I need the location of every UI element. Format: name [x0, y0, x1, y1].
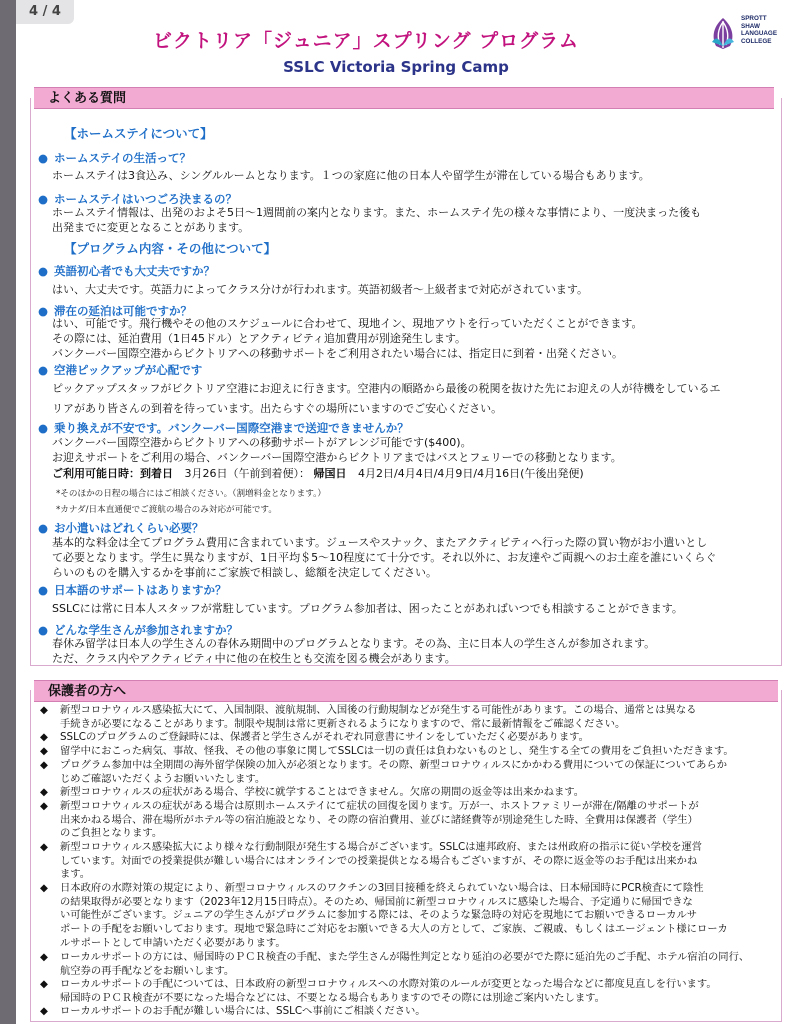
diamond-bullet-icon: ◆: [40, 841, 48, 853]
answer: ホームステイ情報は、出発のおよそ5日〜1週間前の案内となります。また、ホームステイ先の様々な事情により、一度決まった後も 出発までに変更となることがあります。: [52, 206, 702, 234]
logo-text: SPROTT SHAW LANGUAGE COLLEGE: [741, 15, 778, 45]
answer: SSLCには常に日本人スタッフが常駐しています。プログラム参加者は、困ったことがあればいつでも相談することができます。: [52, 602, 683, 615]
diamond-bullet-icon: ◆: [40, 800, 48, 812]
answer: はい、大丈夫です。英語力によってクラス分けが行われます。英語初級者〜上級者まで対応がされています。: [52, 283, 589, 296]
diamond-bullet-icon: ◆: [40, 759, 48, 771]
answer: ホームステイは3食込み、シングルルームとなります。１つの家庭に他の日本人や留学生が滞在している場合もあります。: [52, 169, 650, 182]
college-logo: [708, 14, 808, 52]
bullet-icon: ●: [38, 151, 49, 165]
diamond-bullet-icon: ◆: [40, 745, 48, 757]
question: ● 乗り換えが不安です。バンクーバー国際空港まで送迎できませんか？: [38, 421, 409, 435]
question: ● どんな学生さんが参加されますか？: [38, 623, 238, 637]
answer: バンクーバー国際空港からビクトリアへの移動サポートがアレンジ可能です($400)。 お迎えサポートをご利用の場合、バンクーバー国際空港からビクトリアまではバスとフェリーでの移動となります。: [52, 436, 622, 464]
leaf-logo-icon: [708, 16, 738, 50]
diamond-bullet-icon: ◆: [40, 978, 48, 990]
note: *そのほかの日程の場合にはご相談ください。（割増料金となります。）: [56, 489, 327, 499]
availability-line: ご利用可能日時：到着日 3月26日（午前到着便）： 帰国日 4月2日/4月4日/4月9日/4月16日(午後出発便): [52, 467, 584, 480]
faq-heading: よくある質問: [34, 87, 774, 109]
answer: ピックアップスタッフがビクトリア空港にお迎えに行きます。空港内の順路から最後の税関を抜けた先にお迎えの人が待機をしているエ リアがあり皆さんの到着を待っています。出たらすぐの場所にいますのでご安心ください。: [52, 382, 721, 415]
bullet-icon: ●: [38, 264, 49, 278]
answer: 基本的な料金は全てプログラム費用に含まれています。ジュースやスナック、またアクティビティへ行った際の買い物がお小遣いとし て必要となります。学生に異なりますが、1日平均＄5〜10程度にて十分です。それ以外に、お友達やご両親へのお土産を誰にいくらぐ らいのものを購入するかを事前にご家族で相談し、総額を決定してください。: [52, 536, 717, 579]
category-homestay: 【ホームステイについて】: [64, 126, 213, 141]
question: ● 日本語のサポートはありますか？: [38, 583, 227, 597]
bullet-icon: ●: [38, 304, 49, 318]
page-indicator: 4 / 4: [16, 0, 74, 24]
diamond-bullet-icon: ◆: [40, 704, 48, 716]
answer: 春休み留学は日本人の学生さんの春休み期間中のプログラムとなります。その為、主に日本人の学生さんが参加されます。 ただ、クラス内やアクティビティ中に他の在校生とも交流を図る機会があります。: [52, 637, 656, 665]
diamond-bullet-icon: ◆: [40, 882, 48, 894]
page-title: ビクトリア「ジュニア」スプリング プログラム: [153, 30, 579, 52]
diamond-bullet-icon: ◆: [40, 951, 48, 963]
note: *カナダ/日本直通便でご渡航の場合のみ対応が可能です。: [56, 505, 277, 515]
question: ● ホームステイはいつごろ決まるの？: [38, 192, 237, 206]
bullet-icon: ●: [38, 363, 49, 377]
diamond-bullet-icon: ◆: [40, 731, 48, 743]
diamond-bullet-icon: ◆: [40, 786, 48, 798]
bullet-icon: ●: [38, 192, 49, 206]
bullet-icon: ●: [38, 521, 49, 535]
document-page: 4 / 4 ビクトリア「ジュニア」スプリング プログラム SSLC Victoria Spring Camp SPROTT SHAW LANGUAGE COLLEGE よくある質問 【ホームステイについて】 ● ホームステイの生活って？ ホームステイは3食込み、シングルルームとなります。１つの家庭に他の日本人や留学生が滞在している場合もあります。 ● ホームステイはいつごろ決まるの？ ホームステイ情報は、出発のおよそ5日〜1週間前の案内となります。また、ホームステイ先の様々な事情により、一度決まった後も 出発までに変更となることがあります。 【プログラム内容・その他について】 ● 英語初心者でも大丈夫ですか？ はい、大丈夫です。英語力によってクラス分けが行われます。英語初級者〜上級者まで対応がされています。 ● 滞在の延泊は可能ですか？ はい、可能です。飛行機やその他のスケジュールに合わせて、現地イン、現地アウトを行っていただくことができます。 その際には、延泊費用（1日45ドル）とアクティビティ追加費用が別途発生します。 バンクーバー国際空港からビクトリアへの移動サポートをご利用されたい場合には、指定日に到着・出発ください。 ● 空港ピックアップが心配です ピックアップスタッフがビクトリア空港にお迎えに行きます。空港内の順路から最後の税関を抜けた先にお迎えの人が待機をしているエ リアがあり皆さんの到着を待っています。出たらすぐの場所にいますのでご安心ください。 ● 乗り換えが不安です。バンクーバー国際空港まで送迎できませんか？ バンクーバー国際空港からビクトリアへの移動サポートがアレンジ可能です($400)。 お迎えサポートをご利用の場合、バンクーバー国際空港からビクトリアまではバスとフェリーでの移動となります。 ご利用可能日時：到着日 3月26日（午前到着便）： 帰国日 4月2日/4月4日/4月9日/4月16日(午後出発便) *そのほかの日程の場合にはご相談ください。（割増料金となります。） *カナダ/日本直通便でご渡航の場合のみ対応が可能です。 ● お小遣いはどれくらい必要？ 基本的な料金は全てプログラム費用に含まれています。ジュースやスナック、またアクティビティへ行った際の買い物がお小遣いとし て必要となります。学生に異なりますが、1日平均＄5〜10程度にて十分です。それ以外に、お友達やご両親へのお土産を誰にいくらぐ らいのものを購入するかを事前にご家族で相談し、総額を決定してください。 ● 日本語のサポートはありますか？ SSLCには常に日本人スタッフが常駐しています。プログラム参加者は、困ったことがあればいつでも相談することができます。 ● どんな学生さんが参加されますか？ 春休み留学は日本人の学生さんの春休み期間中のプログラムとなります。その為、主に日本人の学生さんが参加されます。 ただ、クラス内やアクティビティ中に他の在校生とも交流を図る機会があります。 保護者の方へ ◆ 新型コロナウィルス感染拡大にて、入国制限、渡航規制、入国後の行動規制などが発生する可能性があります。この場合、通常とは異なる 手続きが必要になることがあります。制限や規制は常に更新されるようになりますので、常に最新情報をご確認ください。 ◆ SSLCのプログラムのご登録時には、保護者と学生さんがそれぞれ同意書にサインをしていただく必要があります。 ◆ 留学中におこった病気、事故、怪我、その他の事象に関してSSLCは一切の責任は負わないものとし、発生する全ての費用をご負担いただきます。 ◆ プログラム参加中は全期間の海外留学保険の加入が必須となります。その際、新型コロナウィルスにかかわる費用についての保証についてあらか じめご確認いただくようお願いいたします。 ◆ 新型コロナウィルスの症状がある場合、学校に就学することはできません。欠席の期間の返金等は出来かねます。 ◆ 新型コロナウィルスの症状がある場合は原則ホームステイにて症状の回復を図ります。万が一、ホストファミリーが滞在/隔離のサポートが 出来かねる場合、滞在場所がホテル等の宿泊施設となり、その際の宿泊費用、並びに諸経費等が別途発生した時、全費用は保護者（学生） のご負担となります。 ◆ 新型コロナウィルス感染拡大により様々な行動制限が発生する場合がございます。SSLCは連邦政府、または州政府の指示に従い学校を運営 しています。対面での授業提供が難しい場合にはオンラインでの授業提供となる場合もございますが、その際に返金等のお手配は出来かね ます。 ◆ 日本政府の水際対策の規定により、新型コロナウィルスのワクチンの3回目接種を終えられていない場合は、日本帰国時にPCR検査にて陰性 の結果取得が必要となります（2023年12月15日時点）。そのため、帰国前に新型コロナウィルスに感染した場合、予定通りに帰国できな い可能性がございます。ジュニアの学生さんがプログラムに参加する際には、そのような緊急時の対応を現地にてお願いできるローカルサ ポートの手配をお願いしております。現地で緊急時にご対応をお願いできる大人の方として、ご家族、ご親戚、もしくはエージェント様にローカ ルサポートとして申請いただく必要があります。 ◆ ローカルサポートの方には、帰国時のＰＣＲ検査の手配、また学生さんが陽性判定となり延泊の必要がでた際に延泊先のご手配、ホテル宿泊の同行、 航空券の再手配などをお願いします。 ◆ ローカルサポートの手配については、日本政府の新型コロナウィルスへの水際対策のルールが変更となった場合などに都度見直しを行います。 帰国時のＰＣＲ検査が不要になった場合などには、不要となる場合もありますのでその際には別途ご案内いたします。 ◆ ローカルサポートのお手配が難しい場合には、SSLCへ事前にご相談ください。: [16, 0, 812, 1024]
bullet-icon: ●: [38, 421, 49, 435]
category-program: 【プログラム内容・その他について】: [64, 241, 277, 256]
answer: はい、可能です。飛行機やその他のスケジュールに合わせて、現地イン、現地アウトを行っていただくことができます。 その際には、延泊費用（1日45ドル）とアクティビティ追加費用が別途発生します。 バンクーバー国際空港からビクトリアへの移動サポートをご利用されたい場合には、指定日に到着・出発ください。: [52, 317, 643, 360]
guardians-heading: 保護者の方へ: [34, 680, 778, 702]
question: ● お小遣いはどれくらい必要？: [38, 521, 204, 535]
bullet-icon: ●: [38, 623, 49, 637]
diamond-bullet-icon: ◆: [40, 1005, 48, 1017]
question: ● 英語初心者でも大丈夫ですか？: [38, 264, 215, 278]
question: ● ホームステイの生活って？: [38, 151, 191, 165]
bullet-icon: ●: [38, 583, 49, 597]
question: ● 滞在の延泊は可能ですか？: [38, 304, 192, 318]
question: ● 空港ピックアップが心配です: [38, 363, 203, 377]
page-subtitle: SSLC Victoria Spring Camp: [283, 58, 509, 76]
